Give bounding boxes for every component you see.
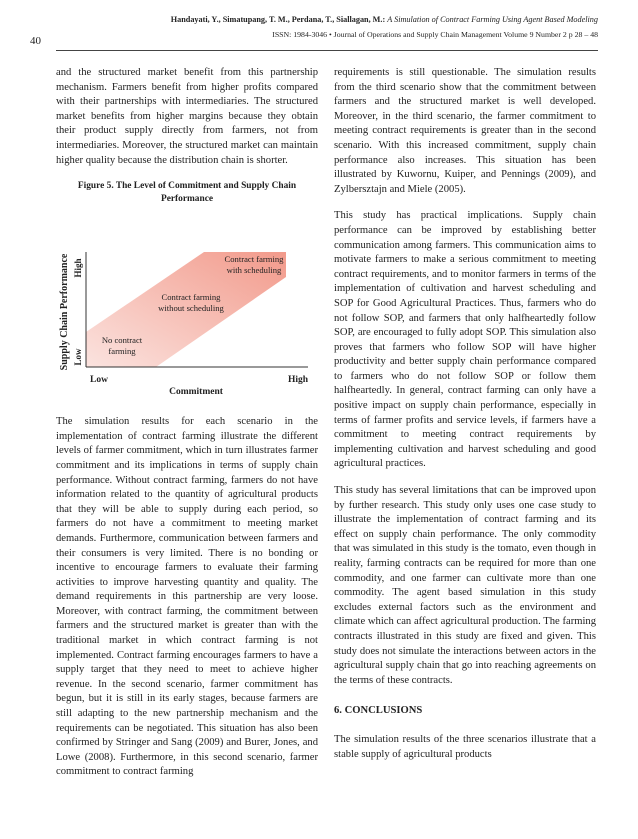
figure-5 bbox=[56, 212, 318, 407]
region-label-line: with scheduling bbox=[226, 265, 282, 276]
region-label-with-scheduling bbox=[225, 254, 285, 275]
y-axis-label: Supply Chain Performance bbox=[59, 253, 70, 371]
paragraph: requirements is still questionable. The simulation results from the third scenario show that the commitment between farmers and the structured market is well developed. Moreover, in the third scenario, the farmer commitment to meeting contract requirements is greater than in the second scenario. With this increased commitment, supply chain performance also increases. This situation has been illustrated by Kuwornu, Kuiper, and Pennings (2009), and Zylbersztajn and Miele (2005). bbox=[334, 67, 596, 195]
figure-caption: Figure 5. The Level of Commitment and Supply Chain Performance bbox=[77, 181, 297, 205]
x-axis-label: Commitment bbox=[169, 387, 223, 398]
section-heading: 6. CONCLUSIONS bbox=[334, 705, 423, 717]
commitment-performance-diagram bbox=[56, 212, 318, 407]
header-divider bbox=[56, 50, 598, 51]
paragraph: The simulation results for each scenario in the implementation of contract farming illustrate the different levels of farmer commitment, which in turn illustrates farmer commitment and its implications in terms of supply chain performance. Without contract farming, farmers do not have information related to the quantity of agricultural products that they will be able to supply during each period, so farmers do not have a commitment to meeting market demands. Furthermore, communication between farmers and their consumers is very limited. There is no bonding or incentive to encourage farmers to evaluate their farming activities to improve harvesting quantity and quality. The demand requirements in this partnership are very loose. Moreover, with contract farming, the commitment between farmers and the structured market is greater than with the traditional market in which contract farming is not implemented. Contract farming encourages farmers to have a supply target that they need to meet to achieve higher revenue. In the second scenario, farmer commitment has begun, but it is still in its early stages, because farmers are still adapting to the new partnership mechanism and the requirements can be negotiated. This situation has also been confirmed by Stringer and Sang (2009) and Burer, Jones, and Lowe (2008). Furthermore, in this second scenario, farmer commitment to contract farming bbox=[56, 416, 318, 778]
page-number: 40 bbox=[30, 35, 41, 47]
region-label-without-scheduling bbox=[158, 292, 224, 313]
x-tick-low: Low bbox=[90, 375, 108, 386]
y-tick-high: High bbox=[73, 258, 83, 278]
region-label-line: No contract bbox=[101, 335, 143, 346]
region-label-line: Contract farming bbox=[224, 254, 284, 265]
paragraph: and the structured market benefit from this partnership mechanism. Farmers benefit from higher profits compared with their partnerships with intermediaries. The structured market benefits from higher margins because they obtain their product supply directly from farmers, not from intermediaries. Moreover, the structured market can maintain higher quality because the distribution chain is shorter. bbox=[56, 67, 318, 166]
paragraph: This study has several limitations that can be improved upon by further research. This study only uses one case study to illustrate the implementation of contract farming and its effect on supply chain performance. The only commodity that was simulated in this study is the tomato, even though in reality, farming contracts can be required for more than one commodity, and one farmer can cultivate more than one commodity. The agent based simulation in this study excludes external factors such as the environment and climate which can affect agricultural production. The farming contracts illustrated in this study are fixed and given. This study does not simulate the interactions between actors in the agricultural supply chain that go into reaching agreements on the terms of these contracts. bbox=[334, 485, 596, 686]
header-issn: ISSN: 1984-3046 • Journal of Operations and Supply Chain Management Volume 9 Number 2 p 28 – 48 bbox=[272, 30, 598, 39]
right-column bbox=[334, 66, 596, 762]
region-label-line: Contract farming bbox=[161, 292, 221, 303]
region-label-line: farming bbox=[108, 346, 136, 357]
left-column bbox=[56, 66, 318, 780]
x-tick-high: High bbox=[288, 375, 309, 386]
paragraph: The simulation results of the three scenarios illustrate that a stable supply of agricultural products bbox=[334, 733, 596, 760]
region-label-line: without scheduling bbox=[158, 303, 224, 314]
running-header-citation bbox=[171, 15, 598, 24]
header-title: A Simulation of Contract Farming Using Agent Based Modeling bbox=[387, 15, 598, 24]
page-header bbox=[0, 0, 638, 50]
header-authors: Handayati, Y., Simatupang, T. M., Perdana, T., Siallagan, M.: bbox=[170, 15, 386, 24]
paragraph: This study has practical implications. Supply chain performance can be improved by establishing better communication among farmers. This communication aims to motivate farmers to make a serious commitment to meeting contract requirements, and to monitor farmers in terms of the implementation of cultivation and harvest scheduling and SOP for Good Agricultural Practices. Thus, farmers who do not follow SOP, and farmers that only halfheartedly follow SOP, are encouraged to fully adopt SOP. This simulation also proves that farmers who follow SOP will have higher productivity and better supply chain performance compared to farmers who do not follow SOP or follow them halfheartedly. In general, contract farming can only have a positive impact on supply chain performance, especially in terms of farmer profits and service levels, if farmers have a commitment to meeting contract requirements by implementing cultivation and harvest scheduling and good agricultural practices. bbox=[334, 210, 596, 470]
y-tick-low: Low bbox=[73, 348, 83, 366]
